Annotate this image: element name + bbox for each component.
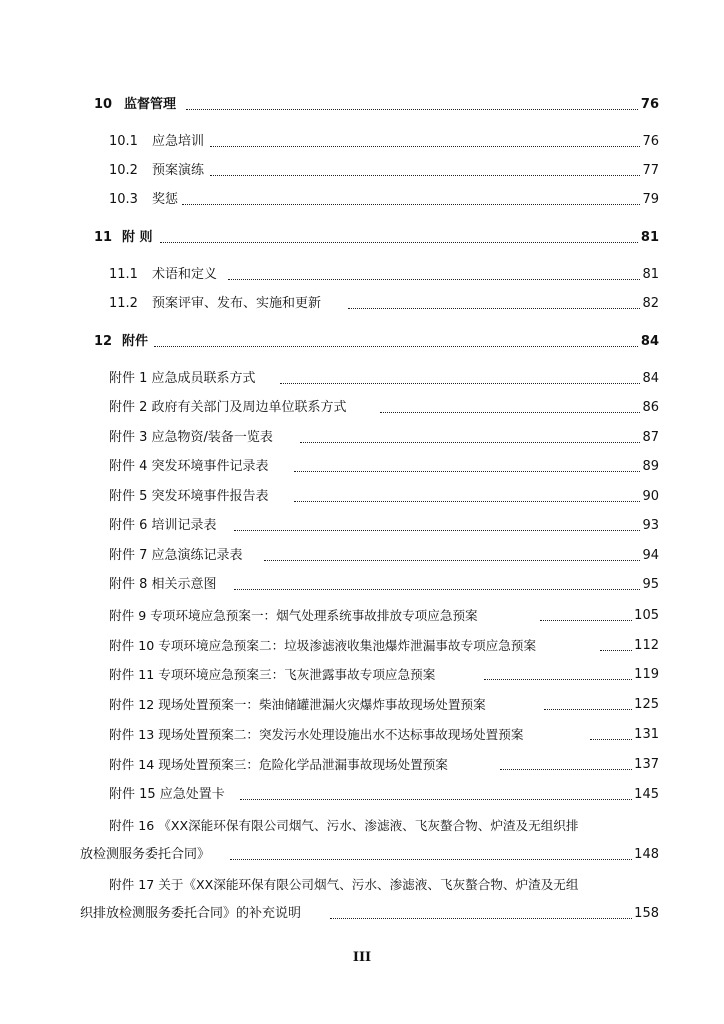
toc-title: 附件 4 突发环境事件记录表	[109, 457, 272, 477]
toc-entry-11[interactable]	[0, 228, 724, 248]
toc-entry-attachment-15[interactable]	[0, 785, 724, 805]
toc-number: 10.2	[109, 161, 138, 181]
toc-title: 附件 5 突发环境事件报告表	[109, 487, 272, 507]
toc-entry-attachment-17-line1[interactable]	[0, 875, 724, 895]
toc-title: 附件 7 应急演练记录表	[109, 546, 246, 566]
toc-page: 89	[640, 457, 659, 477]
toc-page: 94	[640, 546, 659, 566]
toc-number: 11.2	[109, 294, 138, 314]
toc-title-line2: 放检测服务委托合同》	[80, 845, 213, 865]
toc-title: 术语和定义	[152, 265, 220, 285]
toc-entry-attachment-5[interactable]	[0, 487, 724, 507]
toc-page: 93	[640, 516, 659, 536]
toc-title: 预案评审、发布、实施和更新	[152, 294, 324, 314]
toc-entry-11-1[interactable]	[0, 265, 724, 285]
toc-page: 86	[640, 398, 659, 418]
toc-title: 附件 12 现场处置预案一：柴油储罐泄漏火灾爆炸事故现场处置预案	[109, 695, 489, 715]
toc-page: 76	[640, 132, 659, 152]
toc-number: 10.3	[109, 190, 138, 210]
toc-page: 119	[632, 665, 659, 685]
toc-entry-attachment-14[interactable]	[0, 755, 724, 775]
toc-title: 附件	[122, 332, 151, 352]
toc-entry-attachment-3[interactable]	[0, 428, 724, 448]
toc-page: 84	[640, 369, 659, 389]
toc-entry-attachment-9[interactable]	[0, 606, 724, 626]
toc-page: 84	[639, 332, 659, 352]
toc-page: 77	[640, 161, 659, 181]
toc-title: 附件 10 专项环境应急预案二：垃圾渗滤液收集池爆炸泄漏事故专项应急预案	[109, 636, 539, 656]
toc-title: 附件 15 应急处置卡	[109, 785, 228, 805]
toc-entry-10-3[interactable]	[0, 190, 724, 210]
toc-title: 附件 14 现场处置预案三：危险化学品泄漏事故现场处置预案	[109, 755, 451, 775]
toc-title: 附件 1 应急成员联系方式	[109, 369, 259, 389]
toc-entry-attachment-7[interactable]	[0, 546, 724, 566]
toc-title: 附件 11 专项环境应急预案三：飞灰泄露事故专项应急预案	[109, 665, 438, 685]
toc-page: 148	[632, 845, 659, 865]
toc-number: 11.1	[109, 265, 138, 285]
toc-page: 82	[640, 294, 659, 314]
toc-entry-10-1[interactable]	[0, 132, 724, 152]
toc-entry-attachment-6[interactable]	[0, 516, 724, 536]
toc-entry-attachment-8[interactable]	[0, 575, 724, 595]
toc-title: 预案演练	[152, 161, 207, 181]
toc-title-line2: 织排放检测服务委托合同》的补充说明	[80, 904, 304, 924]
page-number: III	[352, 950, 372, 965]
toc-entry-10-2[interactable]	[0, 161, 724, 181]
toc-entry-attachment-4[interactable]	[0, 457, 724, 477]
toc-entry-attachment-1[interactable]	[0, 369, 724, 389]
toc-entry-12[interactable]	[0, 332, 724, 352]
toc-number: 10.1	[109, 132, 138, 152]
toc-entry-attachment-2[interactable]	[0, 398, 724, 418]
toc-page: 131	[632, 725, 659, 745]
toc-title: 附件 13 现场处置预案二：突发污水处理设施出水不达标事故现场处置预案	[109, 725, 526, 745]
toc-page: 81	[640, 265, 659, 285]
toc-title: 附件 8 相关示意图	[109, 575, 220, 595]
toc-page: 105	[632, 606, 659, 626]
toc-title: 附件 2 政府有关部门及周边单位联系方式	[109, 398, 350, 418]
toc-number: 12	[94, 332, 112, 352]
toc-number: 10	[94, 95, 112, 115]
toc-page: 125	[632, 695, 659, 715]
toc-page: 79	[640, 190, 659, 210]
toc-entry-attachment-13[interactable]	[0, 725, 724, 745]
toc-entry-attachment-11[interactable]	[0, 665, 724, 685]
toc-title: 附件 6 培训记录表	[109, 516, 220, 536]
toc-entry-attachment-16-line1[interactable]	[0, 816, 724, 836]
toc-page: 87	[640, 428, 659, 448]
toc-title-line1: 附件 16 《XX深能环保有限公司烟气、污水、渗滤液、飞灰螯合物、炉渣及无组织排	[109, 818, 579, 833]
toc-page: 90	[640, 487, 659, 507]
toc-page: 95	[640, 575, 659, 595]
toc-title-line1: 附件 17 关于《XX深能环保有限公司烟气、污水、渗滤液、飞灰螯合物、炉渣及无组	[109, 877, 579, 892]
toc-entry-10[interactable]	[0, 95, 724, 115]
toc-page: 81	[639, 228, 659, 248]
toc-page: 76	[639, 95, 659, 115]
toc-page: 158	[632, 904, 659, 924]
toc-title: 附 则	[122, 228, 156, 248]
toc-page: 112	[632, 636, 659, 656]
toc-page: 145	[632, 785, 659, 805]
toc-entry-attachment-16-line2[interactable]	[0, 845, 724, 865]
toc-entry-attachment-17-line2[interactable]	[0, 904, 724, 924]
toc-entry-11-2[interactable]	[0, 294, 724, 314]
toc-entry-attachment-10[interactable]	[0, 636, 724, 656]
toc-entry-attachment-12[interactable]	[0, 695, 724, 715]
toc-title: 应急培训	[152, 132, 207, 152]
toc-title: 奖惩	[152, 190, 181, 210]
toc-number: 11	[94, 228, 112, 248]
toc-title: 附件 9 专项环境应急预案一：烟气处理系统事故排放专项应急预案	[109, 606, 481, 626]
toc-page: 137	[632, 755, 659, 775]
toc-title: 监督管理	[124, 95, 179, 115]
toc-title: 附件 3 应急物资/装备一览表	[109, 428, 276, 448]
